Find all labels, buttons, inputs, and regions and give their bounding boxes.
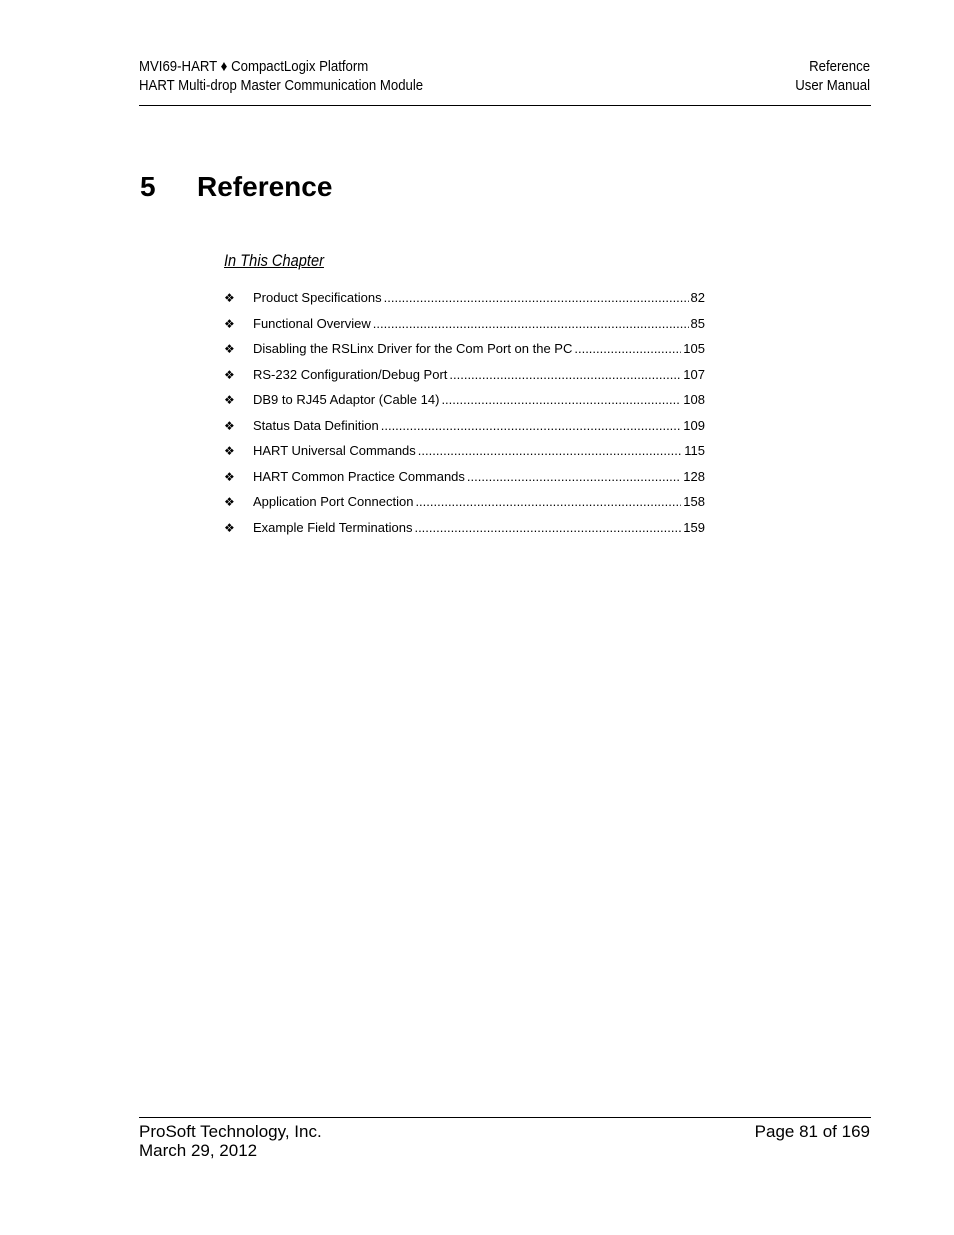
toc-item-page: 128 [683,468,705,484]
diamond-bullet-icon: ❖ [224,444,235,458]
page-header [139,57,871,106]
toc-dot-leader [574,340,681,358]
toc-item[interactable] [224,340,705,366]
toc-dot-leader [441,391,681,409]
footer-page-number: Page 81 of 169 [754,1122,870,1141]
diamond-bullet-icon: ❖ [224,418,235,433]
footer-left [139,1122,322,1160]
toc-item[interactable] [224,289,705,315]
toc-dot-leader [449,366,681,384]
toc-item-page: 82 [690,290,705,305]
toc-item-page: 108 [683,392,705,407]
in-this-chapter-heading: In This Chapter [224,251,324,270]
chapter-number: 5 [140,171,156,202]
diamond-bullet-icon: ❖ [224,316,235,331]
chapter-toc [224,289,705,544]
toc-item-page: 109 [683,417,705,433]
toc-item-label: Product Specifications [253,290,382,305]
footer-company: ProSoft Technology, Inc. [139,1122,322,1141]
toc-item-page: 159 [683,519,705,535]
toc-item-label: Application Port Connection [253,494,414,509]
toc-item[interactable] [224,366,705,392]
diamond-bullet-icon: ❖ [224,393,235,407]
toc-item-label: RS-232 Configuration/Debug Port [253,366,448,382]
toc-item-label: Status Data Definition [253,417,379,433]
toc-item-label: HART Common Practice Commands [253,468,465,484]
toc-item-label: Functional Overview [253,315,371,331]
toc-dot-leader [373,315,689,333]
toc-item[interactable] [224,519,705,545]
diamond-bullet-icon: ❖ [224,520,235,535]
toc-dot-leader [384,289,689,307]
toc-dot-leader [381,417,682,435]
footer-date: March 29, 2012 [139,1141,258,1160]
toc-item[interactable] [224,442,705,468]
toc-item-label: DB9 to RJ45 Adaptor (Cable 14) [253,392,440,407]
header-product-subtitle: HART Multi-drop Master Communication Module [139,77,424,94]
header-section-name: Reference [809,58,870,75]
toc-item[interactable] [224,391,705,417]
chapter-title: Reference [197,171,333,202]
chapter-heading [140,170,332,204]
toc-dot-leader [414,519,681,537]
toc-item[interactable] [224,315,705,341]
toc-dot-leader [467,468,681,486]
page-footer [139,1117,871,1160]
toc-item-page: 85 [690,315,705,331]
toc-item[interactable] [224,493,705,519]
toc-item-label: Disabling the RSLinx Driver for the Com Port on the PC [253,341,573,356]
toc-item-page: 105 [683,341,705,356]
diamond-bullet-icon: ❖ [224,367,235,382]
toc-item[interactable] [224,468,705,494]
toc-item-label: HART Universal Commands [253,443,416,458]
toc-item-page: 107 [683,366,705,382]
toc-item-page: 115 [684,443,705,458]
diamond-bullet-icon: ❖ [224,469,235,484]
diamond-bullet-icon: ❖ [224,495,235,509]
diamond-bullet-icon: ❖ [224,342,235,356]
toc-item-page: 158 [683,494,705,509]
diamond-bullet-icon: ❖ [224,291,235,305]
footer-right [755,1122,870,1141]
header-product-title: MVI69-HART ♦ CompactLogix Platform [139,58,369,75]
header-document-type: User Manual [795,77,870,94]
toc-dot-leader [415,493,681,511]
toc-item-label: Example Field Terminations [253,519,413,535]
header-right [795,57,870,95]
toc-item[interactable] [224,417,705,443]
header-left [139,57,423,95]
toc-dot-leader [418,442,682,460]
